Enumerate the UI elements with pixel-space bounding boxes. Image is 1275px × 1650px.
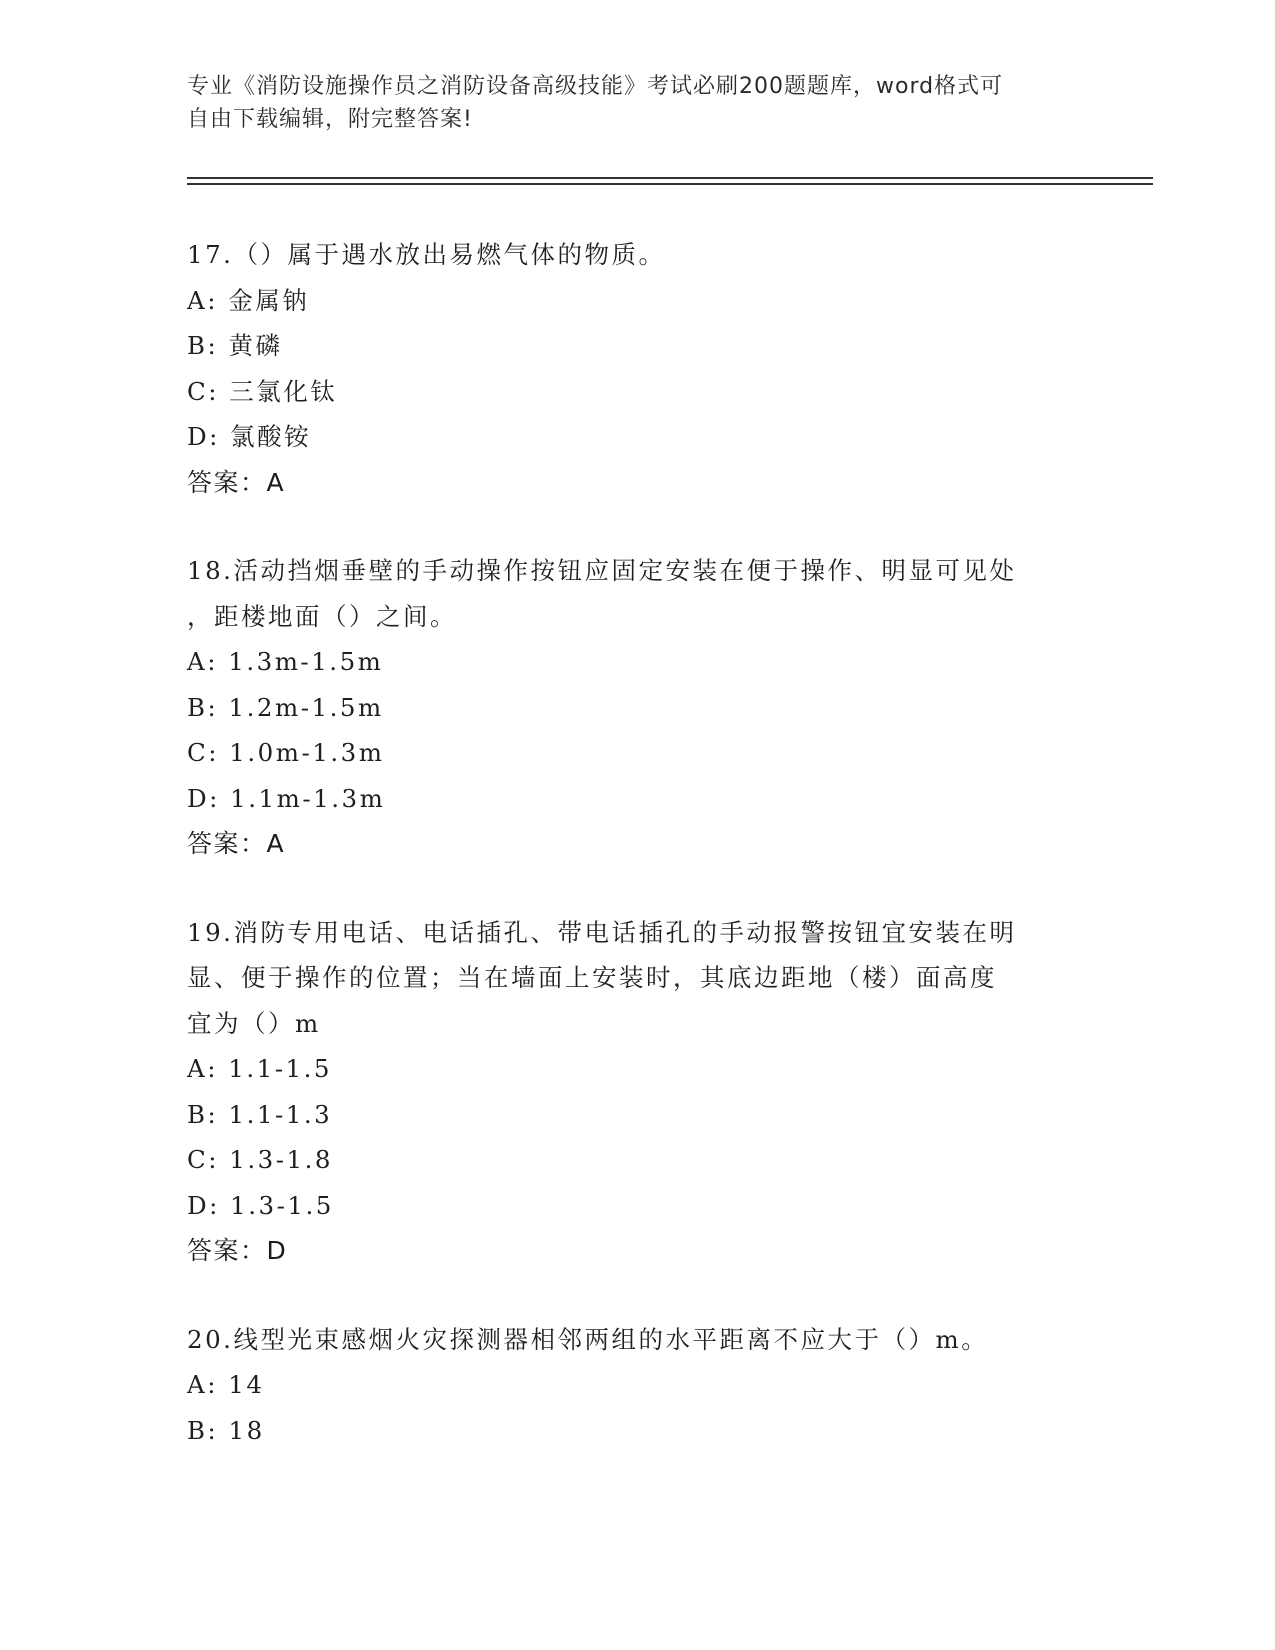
option-a: A: 1.3m-1.5m — [187, 647, 384, 676]
answer-line: 答案：A — [187, 829, 286, 858]
question-19 — [187, 910, 1087, 1274]
option-b: B: 1.2m-1.5m — [187, 692, 384, 722]
question-stem-line: 宜为（）m — [187, 1008, 321, 1038]
answer-line: 答案：D — [187, 1236, 288, 1265]
question-18 — [187, 548, 1087, 867]
question-stem-line: 17.（）属于遇水放出易燃气体的物质。 — [187, 240, 666, 269]
question-stem-line: 20.线型光束感烟火灾探测器相邻两组的水平距离不应大于（）m。 — [187, 1324, 989, 1354]
option-a: A: 金属钠 — [187, 285, 310, 315]
option-a: A: 1.1-1.5 — [187, 1054, 332, 1083]
option-d: D: 1.3-1.5 — [187, 1190, 334, 1220]
option-d: D: 氯酸铵 — [187, 422, 312, 451]
option-b: B: 18 — [187, 1415, 265, 1445]
option-a: A: 14 — [187, 1370, 265, 1399]
option-b: B: 黄磷 — [187, 331, 283, 360]
header-line-1: 专业《消防设施操作员之消防设备高级技能》考试必刷200题题库，word格式可 — [187, 74, 1004, 99]
question-20 — [187, 1317, 1087, 1454]
option-d: D: 1.1m-1.3m — [187, 783, 386, 813]
header-divider-bottom — [187, 183, 1153, 185]
option-c: C: 1.0m-1.3m — [187, 738, 385, 767]
question-17 — [187, 232, 1087, 505]
document-header — [187, 70, 1067, 136]
question-stem-line: ，距楼地面（）之间。 — [187, 601, 457, 631]
header-line-2: 自由下载编辑，附完整答案! — [187, 107, 473, 132]
answer-line: 答案：A — [187, 467, 286, 497]
question-stem-line: 显、便于操作的位置；当在墙面上安装时，其底边距地（楼）面高度 — [187, 963, 997, 992]
question-stem-line: 19.消防专用电话、电话插孔、带电话插孔的手动报警按钮宜安装在明 — [187, 917, 1017, 947]
question-list — [187, 232, 1087, 1496]
header-divider-top — [187, 177, 1153, 179]
option-b: B: 1.1-1.3 — [187, 1099, 333, 1129]
question-stem-line: 18.活动挡烟垂壁的手动操作按钮应固定安装在便于操作、明显可见处 — [187, 556, 1017, 585]
option-c: C: 三氯化钛 — [187, 376, 338, 406]
option-c: C: 1.3-1.8 — [187, 1145, 333, 1174]
